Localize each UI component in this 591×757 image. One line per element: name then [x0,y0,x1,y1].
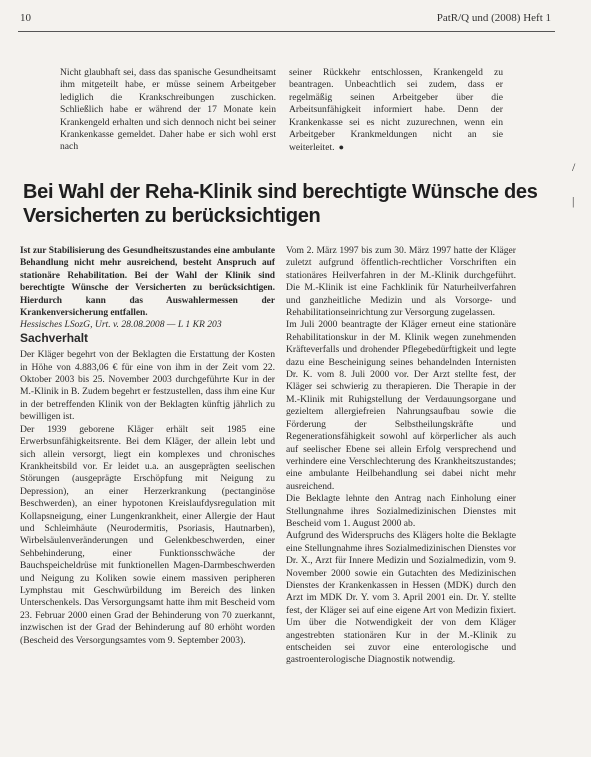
headline-line-2: Versicherten zu berücksichtigen [23,205,321,227]
margin-mark-2: | [572,194,575,208]
section-title-sachverhalt: Sachverhalt [20,330,89,345]
journal-citation: PatR/Q und (2008) Heft 1 [436,12,551,24]
running-header [20,12,551,26]
paragraph: Im Juli 2000 beantragte der Kläger erneut eine stationäre Rehabilitationskur in der M. Klinik wegen zunehmenden Kräfteverfalls und drohender Pflegebedürftigkeit und legte dazu eine Bescheinigung seines behandelnden Internisten Dr. K. vom 8. Juli 2000 vor. Der Arzt stellte fest, der Kläger sei schwierig zu therapieren. Die Therapie in der M.-Klinik mit Ruhigstellung der Verdauungsorgane und gezieltem allergiefreien Nahrungsaufbau sowie die Förderung der Selbstheilungskräfte und Regenerationsfähigkeit sowohl auf körperlicher als auch auf seelischer Ebene sei allein Erfolg versprechend und verhindere eine Verschlechterung des Krankheitszustandes; eine ambulante Heilbehandlung sei dabei nicht mehr ausreichend. [286,319,516,492]
paragraph: Die Beklagte lehnte den Antrag nach Einholung einer Stellungnahme ihres Sozialmedizinischen Dienstes mit Bescheid vom 1. August 2000 ab. [286,493,516,529]
previous-article-text-left: Nicht glaubhaft sei, dass das spanische Gesundheitsamt ihm mitgeteilt habe, er müsse seinem Arbeitgeber lediglich die Krankschreibungen zuschicken. Schließlich habe er während der 17 Monate kein Krankengeld erhalten und sich dennoch nicht bei seiner Krankenkasse gemeldet. Daher habe er sich wohl erst nach [60,67,276,153]
headnote: Ist zur Stabilisierung des Gesundheitszustandes eine ambulante Behandlung nicht mehr ausreichend, besteht Anspruch auf stationäre Rehabilitation. Bei der Wahl der Klinik sind berechtigte Wünsche der Versicherten zu berücksichtigen. Hierdurch kann das Auswahlermessen der Krankenversicherung entfallen. [20,246,275,319]
previous-article-left-column [60,67,276,154]
paragraph: Aufgrund des Widerspruchs des Klägers holte die Beklagte eine Stellungnahme ihres Sozialmedizinischen Dienstes vor Dr. X., Arzt für Innere Medizin und Sozialmedizin, vom 9. November 2000 sowie ein Gutachten des Medizinischen Dienstes der Krankenkassen in Hessen (MDK) durch den Arzt im MDK Dr. Y. vom 3. April 2001 ein. Dr. Y. stellte fest, der Kläger sei auf eine eigene Art von Medizin fixiert. Um über die Notwendigkeit der von dem Kläger angestrebten stationären Kur in der M.-Klinik zu entscheiden sei zuvor eine enterologische und gastroenterologische Diagnostik notwendig. [286,530,516,666]
article-right-column [286,245,516,667]
previous-article-text-right-body: seiner Rückkehr entschlossen, Krankengeld zu beantragen. Unbeachtlich sei zudem, dass er regelmäßig seinen Arbeitgeber über die Arbeitsunfähigkeit informiert habe. Denn der Krankenkasse sei es nicht zuzurechnen, wenn ein Arbeitgeber Krankmeldungen nicht an sie weiterleitet. [289,67,503,154]
previous-article-right-column [289,67,503,155]
article-end-mark: ● [338,142,344,153]
previous-article-text-right [289,67,503,155]
paragraph: Der Kläger begehrt von der Beklagten die Erstattung der Kosten in Höhe von 4.883,06 € für eine von ihm in der Zeit vom 22. Oktober 2003 bis 25. November 2003 durchgeführte Kur in der M.-Klinik in B. Zudem begehrt er festzustellen, dass ihm eine Kur in der betreffenden Klinik von der Beklagten künftig jährlich zu bewilligen ist. [20,349,275,423]
page-number: 10 [20,12,31,24]
header-rule [18,31,555,32]
court-citation: Hessisches LSozG, Urt. v. 28.08.2008 — L 1 KR 203 [20,319,222,331]
article-headline [23,180,568,228]
paragraph: Der 1939 geborene Kläger erhält seit 1985 eine Erwerbsunfähigkeitsrente. Bei dem Kläger, der allein lebt und sich allein versorgt, liegt ein komplexes und chronisches Krankheitsbild vor. Er leidet u.a. an ausgeprägten seelischen Störungen (ausgeprägte Erschöpfung mit Neigung zu Depression), an einer Herzerkrankung (pectanginöse Beschwerden), an einer hypotonen Kreislaufdysregulation mit Kollapsneigung, einer Lungenkrankheit, einer Allergie der Haut und Schleimhäute (Neurodermitis, Psoriasis, Hautnarben), Wirbelsäulenveränderungen und Gelenkbeschwerden, einer Sehbehinderung, einer Funktionsschwäche der Bauchspeicheldrüse mit funktionellen Magen-Darmbeschwerden und Neigung zu Koliken sowie einem massiven peripheren Lymphstau mit Geschwürbildung im Bereich des linken Unterschenkels. Das Versorgungsamt hatte ihm mit Bescheid vom 23. Februar 2000 einen Grad der Behinderung von 70 zuerkannt, inzwischen ist der Grad der Behinderung auf 80 erhöht worden (Bescheid des Versorgungsamtes vom 9. September 2003). [20,423,275,646]
headline-line-1: Bei Wahl der Reha-Klinik sind berechtigte Wünsche des [23,181,538,203]
article-left-column [20,245,275,647]
paragraph: Vom 2. März 1997 bis zum 30. März 1997 hatte der Kläger zuletzt aufgrund öffentlich-rechtlicher Vorschriften ein stationäres Heilverfahren in der M.-Klinik durchgeführt. Die M.-Klinik ist eine Fachklinik für Naturheilverfahren und ganzheitliche Medizin und als Vorsorge- und Rehabilitationseinrichtung zur Versorgung zugelassen. [286,245,516,319]
margin-mark-1: / [572,160,576,174]
